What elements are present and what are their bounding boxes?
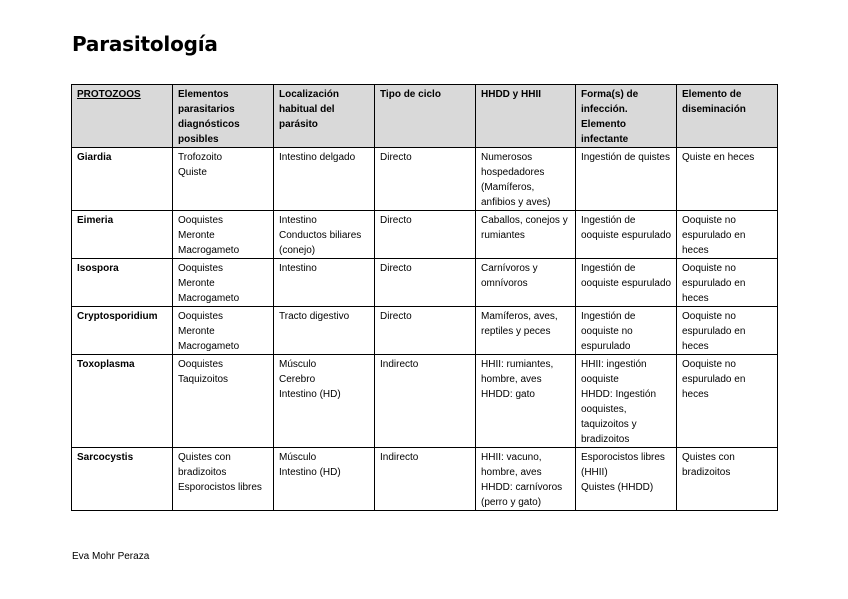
header-hosts: HHDD y HHII	[476, 85, 576, 148]
table-row	[72, 148, 778, 211]
cell-infection-form: Esporocistos libres (HHII) Quistes (HHDD)	[576, 448, 677, 511]
cell-cycle-type: Directo	[375, 211, 476, 259]
cell-location: Intestino delgado	[274, 148, 375, 211]
cell-diagnostic-elements: Quistes con bradizoitos Esporocistos libres	[173, 448, 274, 511]
cell-hosts: Carnívoros y omnívoros	[476, 259, 576, 307]
cell-hosts: HHII: rumiantes, hombre, aves HHDD: gato	[476, 355, 576, 448]
cell-infection-form: Ingestión de ooquiste no espurulado	[576, 307, 677, 355]
cell-location: Intestino Conductos biliares (conejo)	[274, 211, 375, 259]
cell-infection-form: Ingestión de ooquiste espurulado	[576, 259, 677, 307]
cell-cycle-type: Indirecto	[375, 355, 476, 448]
cell-cycle-type: Directo	[375, 259, 476, 307]
cell-protozoo: Sarcocystis	[72, 448, 173, 511]
cell-infection-form: Ingestión de quistes	[576, 148, 677, 211]
cell-location: Músculo Intestino (HD)	[274, 448, 375, 511]
parasitology-table	[71, 84, 778, 511]
header-diagnostic-elements: Elementos parasitarios diagnósticos posibles	[173, 85, 274, 148]
cell-diagnostic-elements: Ooquistes Meronte Macrogameto	[173, 307, 274, 355]
cell-dissemination: Quiste en heces	[677, 148, 778, 211]
cell-infection-form: HHII: ingestión ooquiste HHDD: Ingestión ooquistes, taquizoitos y bradizoitos	[576, 355, 677, 448]
cell-cycle-type: Directo	[375, 307, 476, 355]
cell-protozoo: Cryptosporidium	[72, 307, 173, 355]
cell-hosts: Mamíferos, aves, reptiles y peces	[476, 307, 576, 355]
footer-author: Eva Mohr Peraza	[72, 551, 150, 562]
cell-diagnostic-elements: Trofozoito Quiste	[173, 148, 274, 211]
header-location: Localización habitual del parásito	[274, 85, 375, 148]
header-dissemination: Elemento de diseminación	[677, 85, 778, 148]
cell-protozoo: Eimeria	[72, 211, 173, 259]
table-row	[72, 259, 778, 307]
cell-hosts: Numerosos hospedadores (Mamíferos, anfibios y aves)	[476, 148, 576, 211]
cell-protozoo: Isospora	[72, 259, 173, 307]
cell-diagnostic-elements: Ooquistes Meronte Macrogameto	[173, 259, 274, 307]
table-row	[72, 307, 778, 355]
cell-protozoo: Toxoplasma	[72, 355, 173, 448]
cell-protozoo: Giardia	[72, 148, 173, 211]
cell-hosts: Caballos, conejos y rumiantes	[476, 211, 576, 259]
cell-location: Músculo Cerebro Intestino (HD)	[274, 355, 375, 448]
cell-diagnostic-elements: Ooquistes Taquizoitos	[173, 355, 274, 448]
cell-cycle-type: Indirecto	[375, 448, 476, 511]
cell-dissemination: Quistes con bradizoitos	[677, 448, 778, 511]
cell-location: Intestino	[274, 259, 375, 307]
header-protozoos: PROTOZOOS	[72, 85, 173, 148]
cell-infection-form: Ingestión de ooquiste espurulado	[576, 211, 677, 259]
cell-dissemination: Ooquiste no espurulado en heces	[677, 355, 778, 448]
table-header-row	[72, 85, 778, 148]
table-row	[72, 355, 778, 448]
cell-dissemination: Ooquiste no espurulado en heces	[677, 259, 778, 307]
cell-dissemination: Ooquiste no espurulado en heces	[677, 307, 778, 355]
header-cycle-type: Tipo de ciclo	[375, 85, 476, 148]
table-row	[72, 211, 778, 259]
cell-dissemination: Ooquiste no espurulado en heces	[677, 211, 778, 259]
page-title: Parasitología	[72, 32, 218, 56]
cell-cycle-type: Directo	[375, 148, 476, 211]
cell-hosts: HHII: vacuno, hombre, aves HHDD: carnívoros (perro y gato)	[476, 448, 576, 511]
table-row	[72, 448, 778, 511]
cell-diagnostic-elements: Ooquistes Meronte Macrogameto	[173, 211, 274, 259]
header-infection-form: Forma(s) de infección. Elemento infectante	[576, 85, 677, 148]
cell-location: Tracto digestivo	[274, 307, 375, 355]
